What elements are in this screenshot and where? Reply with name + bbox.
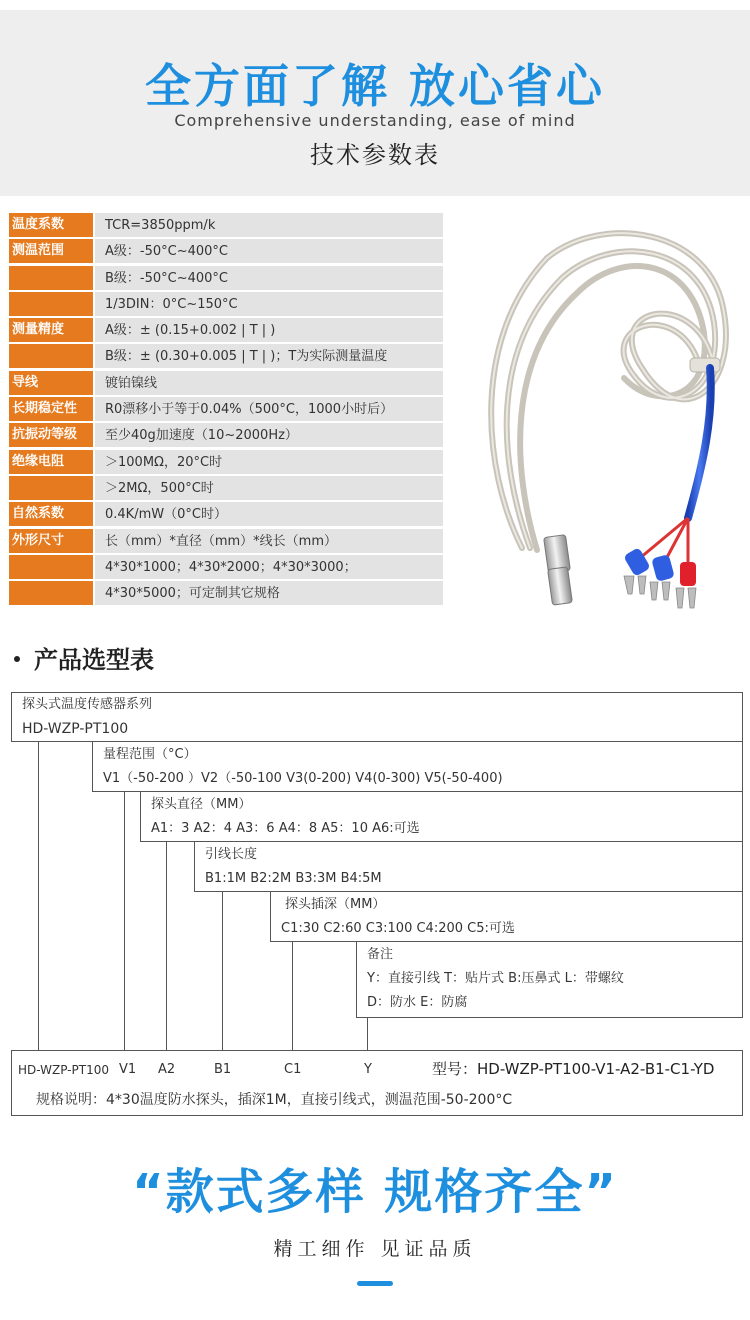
spec-label: [9, 266, 93, 290]
spec-row: [9, 370, 443, 396]
spec-label: [9, 344, 93, 368]
spec-row: [9, 528, 443, 554]
page-subtitle: Comprehensive understanding, ease of mind: [174, 111, 576, 130]
spec-row: [9, 554, 443, 580]
lead-options: B1:1M B2:2M B3:3M B4:5M: [205, 871, 382, 886]
connector-line: [222, 891, 223, 1050]
diameter-title: 探头直径（MM）: [151, 797, 252, 812]
connector-line: [124, 791, 125, 1050]
spec-row: [9, 238, 443, 264]
spec-value: A级：-50°C~400°C: [95, 239, 443, 263]
slogan-subtitle: 精工细作 见证品质: [273, 1238, 477, 1260]
spec-value: 镀铂镍线: [95, 371, 443, 395]
code-model: HD-WZP-PT100: [18, 1063, 109, 1077]
code-b: B1: [214, 1062, 232, 1077]
spec-label: 长期稳定性: [9, 397, 93, 421]
model-full: 型号：HD-WZP-PT100-V1-A2-B1-C1-YD: [432, 1060, 715, 1078]
diameter-box: [140, 791, 743, 842]
remark-line-1: Y：直接引线 T：贴片式 B:压鼻式 L：带螺纹: [367, 971, 624, 986]
spec-row: [9, 396, 443, 422]
remark-title: 备注: [367, 947, 394, 962]
spec-value: ＞2MΩ，500°C时: [95, 476, 443, 500]
spade-terminals: [623, 547, 696, 608]
header-banner: [0, 10, 750, 196]
spec-label: [9, 292, 93, 316]
spec-value: ＞100MΩ，20°C时: [95, 450, 443, 474]
code-y: Y: [364, 1062, 372, 1077]
remark-line-2: D：防水 E：防腐: [367, 995, 468, 1010]
range-title: 量程范围（°C）: [103, 747, 197, 762]
spec-row: [9, 291, 443, 317]
lead-length-box: [194, 841, 743, 892]
connector-line: [367, 1017, 368, 1050]
connector-line: [292, 941, 293, 1050]
spec-value: 至少40g加速度（10~2000Hz）: [95, 423, 443, 447]
spec-row: [9, 317, 443, 343]
page-title: 全方面了解 放心省心: [144, 59, 605, 113]
spec-row: [9, 265, 443, 291]
spec-row: [9, 580, 443, 606]
code-c: C1: [284, 1062, 302, 1077]
spec-row: [9, 343, 443, 369]
series-box: [11, 692, 743, 742]
connector-line: [166, 841, 167, 1050]
lead-title: 引线长度: [205, 847, 258, 862]
code-a: A2: [158, 1062, 176, 1077]
series-label: 探头式温度传感器系列: [22, 697, 153, 712]
diameter-options: A1：3 A2：4 A3：6 A4：8 A5：10 A6:可选: [151, 821, 420, 836]
slogan-title: “款式多样 规格齐全”: [132, 1164, 618, 1220]
product-photo-sensor: [452, 218, 748, 618]
code-v: V1: [119, 1062, 137, 1077]
spec-label: 外形尺寸: [9, 529, 93, 553]
spec-row: [9, 475, 443, 501]
bullet-icon: [14, 656, 20, 662]
spec-label: 自然系数: [9, 502, 93, 526]
spec-row: [9, 501, 443, 527]
range-box: [92, 741, 743, 792]
depth-box: [270, 891, 743, 942]
spec-value: B级：-50°C~400°C: [95, 266, 443, 290]
spec-row: [9, 449, 443, 475]
spec-label: 测量精度: [9, 318, 93, 342]
spec-label: 导线: [9, 371, 93, 395]
spec-value: R0漂移小于等于0.04%（500°C，1000小时后）: [95, 397, 443, 421]
spec-value: 1/3DIN：0°C~150°C: [95, 292, 443, 316]
depth-options: C1:30 C2:60 C3:100 C4:200 C5:可选: [281, 921, 515, 936]
remark-box: [356, 941, 743, 1018]
spec-label: 抗振动等级: [9, 423, 93, 447]
spec-row: [9, 212, 443, 238]
probe-tube: [548, 567, 573, 605]
model-code-box: [11, 1050, 743, 1116]
range-options: V1（-50-200 ）V2（-50-100 V3(0-200) V4(0-300) V5(-50-400): [103, 771, 503, 786]
divider-bar: [357, 1281, 393, 1286]
series-model: HD-WZP-PT100: [22, 721, 129, 737]
selection-heading: [14, 640, 154, 680]
cable-tie: [690, 358, 720, 372]
depth-title: 探头插深（MM）: [285, 897, 386, 912]
spec-value: 长（mm）*直径（mm）*线长（mm）: [95, 529, 443, 553]
spec-value: A级：± (0.15+0.002 | T | ): [95, 318, 443, 342]
spec-value: B级：± (0.30+0.005 | T | )；T为实际测量温度: [95, 344, 443, 368]
spec-label: 测温范围: [9, 239, 93, 263]
selection-heading-text: 产品选型表: [34, 646, 154, 674]
spec-value: 4*30*5000；可定制其它规格: [95, 581, 443, 605]
connector-line: [38, 741, 39, 1050]
spec-label: 绝缘电阻: [9, 450, 93, 474]
spec-value: TCR=3850ppm/k: [95, 213, 443, 237]
spec-label: [9, 476, 93, 500]
red-lead-1: [640, 518, 688, 558]
section-title-spec: 技术参数表: [310, 141, 440, 169]
spec-value: 0.4K/mW（0°C时）: [95, 502, 443, 526]
spec-table: [9, 212, 443, 606]
spec-label: [9, 581, 93, 605]
spec-label: [9, 555, 93, 579]
spec-row: [9, 422, 443, 448]
spec-label: 温度系数: [9, 213, 93, 237]
spec-value: 4*30*1000；4*30*2000；4*30*3000；: [95, 555, 443, 579]
spec-note: 规格说明：4*30温度防水探头，插深1M，直接引线式，测温范围-50-200°C: [36, 1092, 513, 1108]
